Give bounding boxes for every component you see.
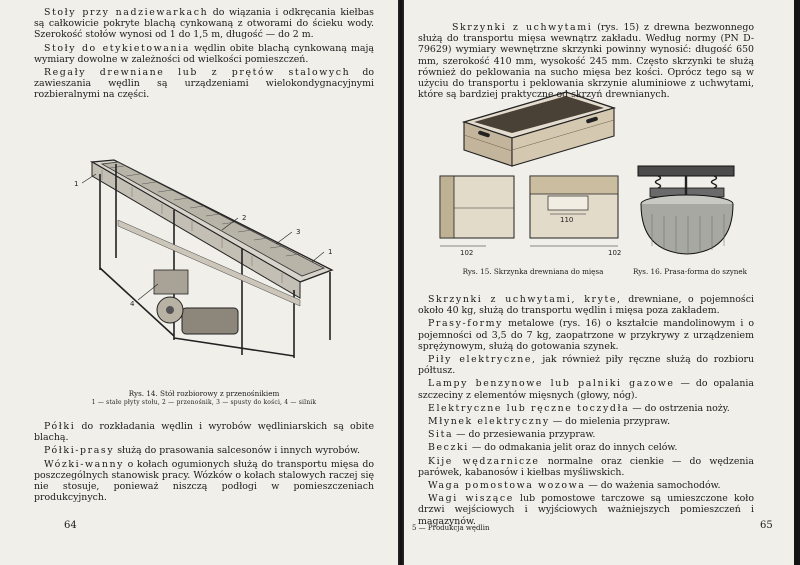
motor-body bbox=[182, 308, 238, 334]
item-prasy-formy: Prasy-formy metalowe (rys. 16) o kształcie mandolinowym i o pojemności od 3,5 do 7 kg, zaopatrzone w przykrywy z urządzeniem sprężynowym, służą do gotowania szynek. bbox=[418, 318, 754, 352]
paragraph-polki: Półki do rozkładania wędlin i wyrobów wędliniarskich są obite blachą. bbox=[34, 421, 374, 444]
item-lampy: Lampy benzynowe lub palniki gazowe — do opalania szczeciny z elementów mięsnych (głowy, nóg). bbox=[418, 378, 754, 401]
table-side-panel bbox=[92, 162, 300, 298]
book-edge bbox=[794, 0, 800, 565]
figure14-label-1b: 1 bbox=[328, 248, 333, 256]
paragraph-polki-prasy: Półki-prasy służą do prasowania salcesonów i innych wyrobów. bbox=[44, 445, 360, 457]
conveyor-belt bbox=[102, 162, 324, 276]
right-intro-text bbox=[418, 22, 754, 102]
footer-note: 5 — Produkcja wędlin bbox=[412, 524, 490, 532]
figure-15-caption: Rys. 15. Skrzynka drewniana do mięsa bbox=[462, 267, 604, 276]
item-mlynek: Młynek elektryczny — do mielenia przypraw. bbox=[428, 416, 671, 428]
fig15-dim-2: 110 bbox=[560, 216, 574, 224]
figure-14-title: Rys. 14. Stół rozbiorowy z przenośnikiem bbox=[128, 389, 280, 398]
figure-16-ham-press bbox=[632, 158, 744, 262]
item-kije: Kije wędzarnicze normalne oraz cienkie — do wędzenia parówek, kabanosów i kiełbas myśliwskich. bbox=[418, 455, 755, 478]
figure14-label-3: 3 bbox=[296, 228, 301, 236]
item-waga-pomostowa: Waga pomostowa wozowa — do ważenia samochodów. bbox=[428, 480, 721, 492]
paragraph-stoly-etykietowania: Stoły do etykietowania wędlin obite blachą cynkowaną mają wymiary dowolne w zależności od wielkości pomieszczeń. bbox=[34, 42, 375, 65]
left-intro-text bbox=[34, 7, 374, 103]
left-body-text bbox=[34, 421, 374, 505]
fig15-dim-3: 102 bbox=[608, 249, 622, 257]
item-pily: Piły elektryczne, jak również piły ręczne służą do rozbioru półtusz. bbox=[418, 354, 754, 377]
right-page bbox=[404, 0, 794, 565]
figure14-label-4: 4 bbox=[130, 300, 135, 308]
item-toczydla: Elektryczne lub ręczne toczydła — do ostrzenia noży. bbox=[428, 402, 730, 414]
figure-14-legend: 1 — stałe płyty stołu, 2 — przenośnik, 3 — spusty do kości, 4 — silnik bbox=[91, 399, 317, 406]
paragraph-skrzynki-z-uchwytami: Skrzynki z uchwytami (rys. 15) z drewna bezwonnego służą do transportu mięsa wewnątrz zakładu. Według normy (PN D-79629) wymiary wewnętrzne skrzynki powinny wynosić: długość 650 mm, szerokość 410 mm, wysokość 245 mm. Często skrzynki te służą również do peklowania na sucho mięsa bez kości. Oprócz tego są w użyciu do transportu i peklowania skrzynie aluminiowe z uchwytami, które są bardziej praktyczne od skrzyń drewnianych. bbox=[418, 22, 754, 101]
paragraph-wozki-wanny: Wózki-wanny o kołach ogumionych służą do transportu mięsa do poszczególnych stanowisk pracy. Wózków o kołach stalowych raczej się nie stosuje, ponieważ niszczą podłogi w pomieszczeniach produkcyjnych. bbox=[34, 458, 374, 504]
item-wagi-wiszace: Wagi wiszące lub pomostowe tarczowe są umieszczone koło drzwi wejściowych i wyjściowych ważniejszych pomieszczeń i magazynów. bbox=[418, 493, 754, 527]
figure-16-caption: Rys. 16. Prasa-forma do szynek bbox=[632, 267, 748, 276]
fig15-dim-1: 102 bbox=[460, 249, 474, 257]
page-number-right: 65 bbox=[760, 520, 773, 531]
page-number-left: 64 bbox=[64, 520, 77, 531]
figure-14-cutting-table bbox=[62, 150, 362, 380]
figure14-label-1a: 1 bbox=[74, 180, 79, 188]
press-top-bar bbox=[638, 166, 734, 176]
paragraph-stoly-nadziewarki: Stoły przy nadziewarkach do wiązania i odkręcania kiełbas są całkowicie pokryte blachą cynkowaną z otworami do ścieku wody. Szerokość stołów wynosi od 1 do 1,5 m, długość — do 2 m. bbox=[34, 7, 374, 41]
item-sita: Sita — do przesiewania przypraw. bbox=[428, 429, 596, 441]
paragraph-regaly: Regały drewniane lub z prętów stalowych do zawieszania wędlin są urządzeniami wielokondygnacyjnymi rozbieralnymi na części. bbox=[34, 67, 374, 101]
figure-15-crate-sections bbox=[438, 172, 624, 258]
left-page bbox=[0, 0, 398, 565]
bone-chute bbox=[154, 270, 188, 294]
item-beczki: Beczki — do odmakania jelit oraz do innych celów. bbox=[428, 442, 678, 454]
figure14-label-2: 2 bbox=[242, 214, 247, 222]
item-skrzynki-kryte: Skrzynki z uchwytami, kryte, drewniane, o pojemności około 40 kg, służą do transportu wędlin i mięsa poza zakładem. bbox=[418, 294, 754, 317]
right-body-text bbox=[418, 294, 754, 529]
figure-14-caption bbox=[20, 389, 388, 407]
press-mold-body bbox=[641, 204, 733, 254]
